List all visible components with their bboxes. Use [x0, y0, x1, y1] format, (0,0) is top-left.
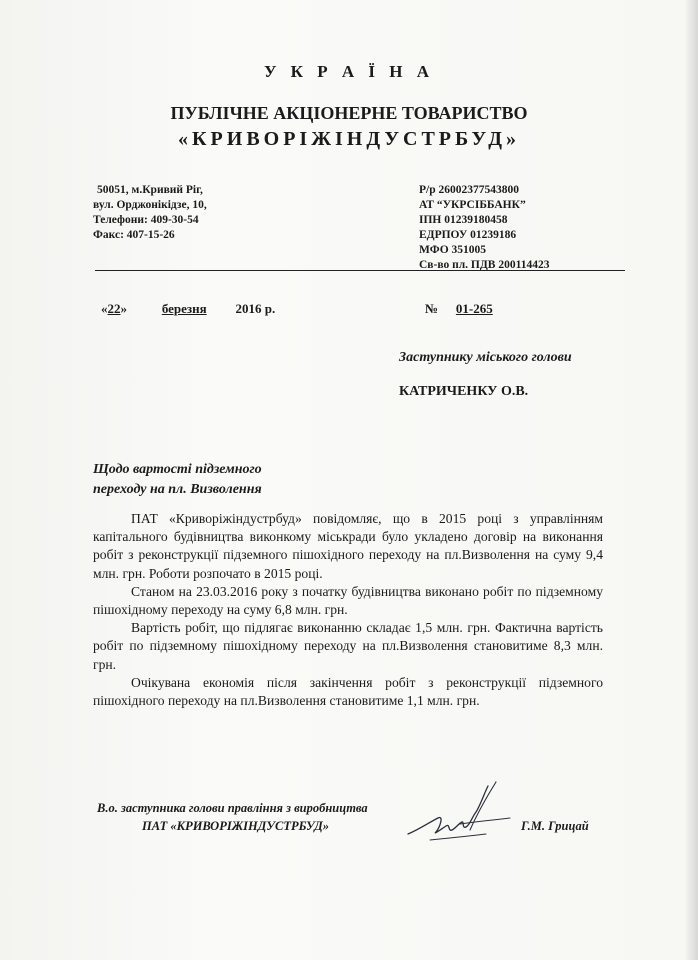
address-line-1: 50051, м.Кривий Ріг, — [97, 184, 203, 196]
body-paragraph-1: ПАТ «Криворіжіндустрбуд» повідомляє, що в 2015 році з управлінням капітального будівництва виконкому міськради було укладено договір на виконання робіт з реконструкції підземного пішохідного переходу на пл.Визволення на суму 9,4 млн. грн. Роботи розпочато в 2015 році. — [93, 511, 603, 581]
subject-line-2: переходу на пл. Визволення — [93, 482, 262, 497]
date-close-quote: » — [120, 301, 127, 316]
signer-name: Г.М. Грицай — [521, 819, 589, 833]
subject-line-1: Щодо вартості підземного — [93, 462, 262, 477]
date-month: березня — [161, 301, 207, 316]
bank-ipn: ІПН 01239180458 — [419, 214, 508, 226]
document-number: 01-265 — [455, 301, 493, 316]
date-year: 2016 р. — [235, 301, 276, 316]
bank-vat-certificate: Св-во пл. ПДВ 200114423 — [419, 259, 550, 271]
address-phone: Телефони: 409-30-54 — [93, 214, 199, 226]
bank-edrpou: ЕДРПОУ 01239186 — [419, 229, 517, 241]
company-type-heading: ПУБЛІЧНЕ АКЦІОНЕРНЕ ТОВАРИСТВО — [170, 103, 528, 123]
date-line — [101, 301, 275, 317]
body-paragraph-3: Вартість робіт, що підлягає виконанню складає 1,5 млн. грн. Фактична вартість робіт по підземному пішохідному переходу на пл.Визволення становитиме 8,3 млн. грн. — [93, 620, 603, 672]
body-paragraph-4: Очікувана економія після закінчення робіт з реконструкції підземного пішохідного переходу на пл.Визволення становитиме 1,1 млн. грн. — [93, 674, 603, 709]
number-label: № — [425, 301, 439, 316]
bank-name: АТ “УКРСІББАНК” — [419, 199, 526, 211]
document-number-line — [425, 301, 507, 317]
paper-edge-shadow — [684, 0, 698, 960]
address-line-2: вул. Орджонікідзе, 10, — [93, 199, 207, 211]
bank-mfo: МФО 351005 — [419, 244, 487, 256]
recipient-name: КАТРИЧЕНКУ О.В. — [399, 384, 529, 399]
country-heading: У К Р А Ї Н А — [263, 62, 435, 81]
date-open-quote: « — [101, 301, 108, 316]
signatory-role-line-1: В.о. заступника голови правління з виробництва — [97, 801, 368, 815]
company-name-heading: «КРИВОРІЖІНДУСТРБУД» — [178, 128, 520, 150]
body-paragraph-2: Станом на 23.03.2016 року з початку будівництва виконано робіт по підземному пішохідному переходу на суму 6,8 млн. грн. — [93, 583, 603, 618]
handwritten-signature — [400, 772, 530, 847]
date-day: 22 — [107, 301, 121, 316]
recipient-position: Заступнику міського голови — [399, 350, 572, 365]
header-divider — [95, 270, 625, 271]
bank-account: Р/р 26002377543800 — [419, 184, 519, 196]
signatory-role-line-2: ПАТ «КРИВОРІЖІНДУСТРБУД» — [142, 819, 330, 833]
letter-body — [93, 510, 603, 710]
address-fax: Факс: 407-15-26 — [93, 229, 175, 241]
